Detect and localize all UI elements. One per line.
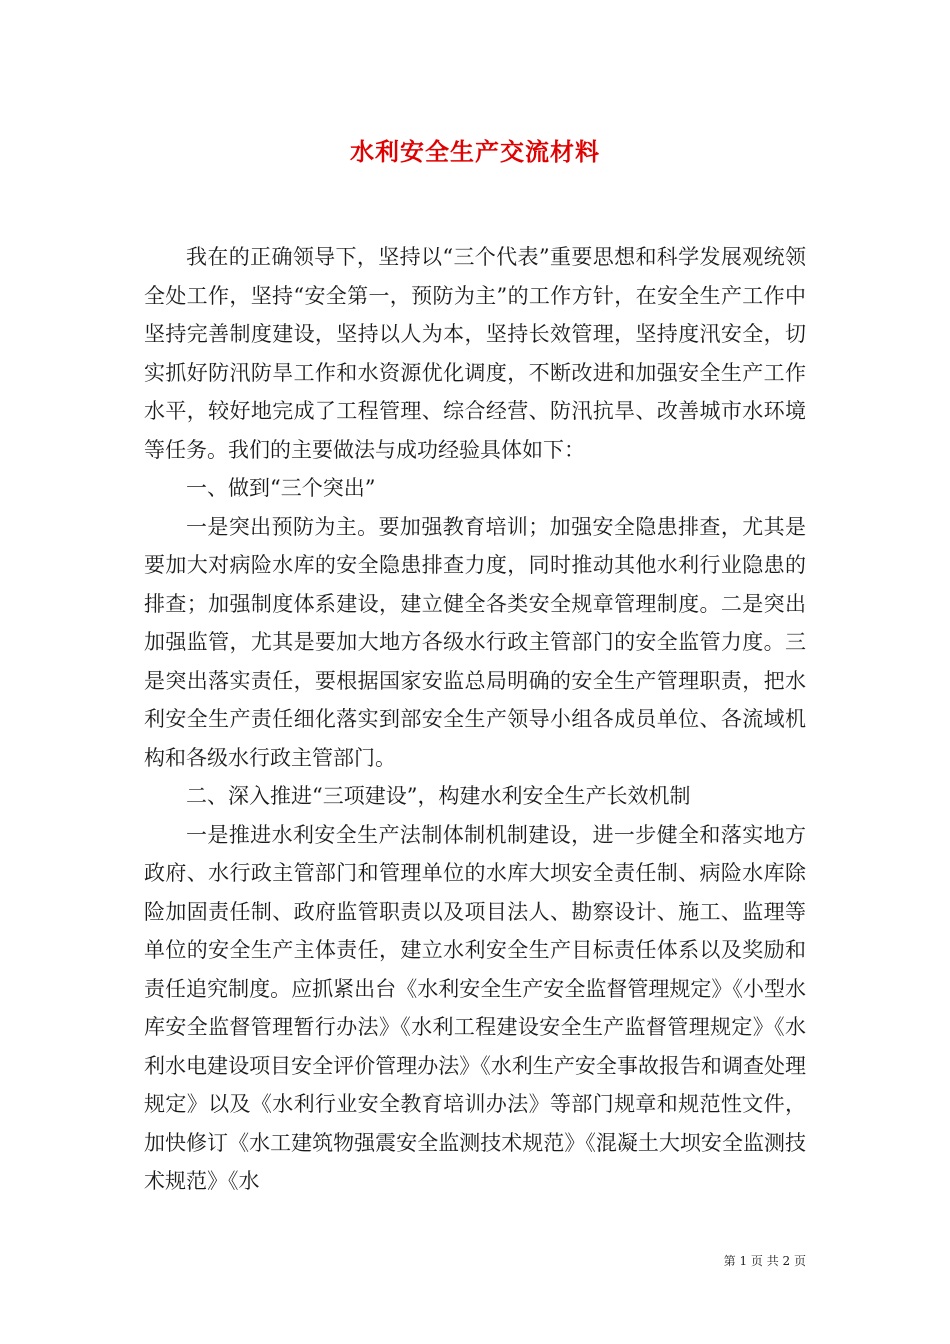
paragraph-intro: 我在的正确领导下，坚持以“三个代表”重要思想和科学发展观统领全处工作，坚持“安全第一，预防为主”的工作方针，在安全生产工作中坚持完善制度建设，坚持以人为本，坚持长效管理，坚持度汛安全，切实抓好防汛防旱工作和水资源优化调度，不断改进和加强安全生产工作水平，较好地完成了工程管理、综合经营、防汛抗旱、改善城市水环境等任务。我们的主要做法与成功经验具体如下：: [144, 245, 806, 462]
document-body: [144, 238, 806, 1201]
section-heading-2: 二、深入推进“三项建设”，构建水利安全生产长效机制: [186, 784, 691, 808]
paragraph-section-2: 一是推进水利安全生产法制体制机制建设，进一步健全和落实地方政府、水行政主管部门和管理单位的水库大坝安全责任制、病险水库除险加固责任制、政府监管职责以及项目法人、勘察设计、施工、监理等单位的安全生产主体责任，建立水利安全生产目标责任体系以及奖励和责任追究制度。应抓紧出台《水利安全生产安全监督管理规定》《小型水库安全监督管理暂行办法》《水利工程建设安全生产监督管理规定》《水利水电建设项目安全评价管理办法》《水利生产安全事故报告和调查处理规定》以及《水利行业安全教育培训办法》等部门规章和规范性文件，加快修订《水工建筑物强震安全监测技术规范》《混凝土大坝安全监测技术规范》《水: [144, 822, 806, 1193]
section-heading-1: 一、做到“三个突出”: [186, 476, 376, 500]
paragraph-section-1: 一是突出预防为主。要加强教育培训；加强安全隐患排查，尤其是要加大对病险水库的安全隐患排查力度，同时推动其他水利行业隐患的排查；加强制度体系建设，建立健全各类安全规章管理制度。二是突出加强监管，尤其是要加大地方各级水行政主管部门的安全监管力度。三是突出落实责任，要根据国家安监总局明确的安全生产管理职责，把水利安全生产责任细化落实到部安全生产领导小组各成员单位、各流域机构和各级水行政主管部门。: [144, 514, 806, 770]
page-number: 第 1 页 共 2 页: [723, 1254, 806, 1268]
document-title: 水利安全生产交流材料: [350, 137, 600, 166]
